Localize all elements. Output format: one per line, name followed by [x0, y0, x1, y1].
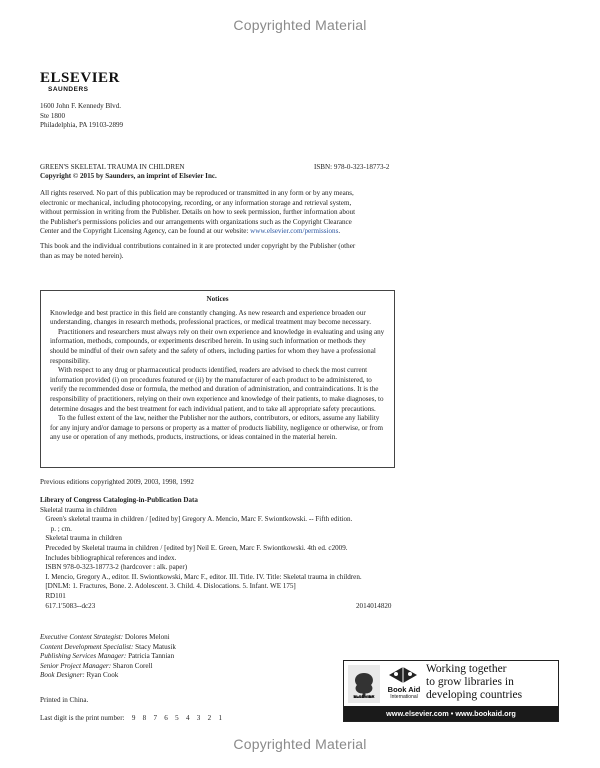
watermark-bottom: Copyrighted Material: [233, 736, 367, 752]
rights-line-suffix: .: [338, 227, 341, 236]
print-line: [40, 714, 227, 724]
publisher-logo: ELSEVIER: [40, 70, 120, 86]
print-line-label: Last digit is the print number:: [40, 714, 125, 722]
cip-line: Green's skeletal trauma in children / [edited by] Gregory A. Mencio, Marc F. Swiontkowski. -- Fifth edition.: [40, 515, 353, 524]
protected-line: than as may be noted herein).: [40, 251, 124, 260]
credit-name: Patricia Tannian: [126, 652, 175, 661]
slogan-line: developing countries: [426, 689, 523, 701]
elsevier-mini-label: ELSEVIER: [353, 694, 375, 699]
slogan-line: to grow libraries in: [426, 676, 514, 688]
printed-in: Printed in China.: [40, 696, 89, 704]
credits-block: [40, 633, 176, 681]
rights-line: the Publisher's permissions policies and our arrangements with organizations such as the Copyright Clearance: [40, 217, 352, 226]
imprint-logo: SAUNDERS: [48, 86, 89, 93]
credit-line: [40, 671, 176, 681]
publisher-address: [40, 102, 123, 131]
credit-role: Content Development Specialist:: [40, 642, 134, 651]
credit-role: Book Designer:: [40, 671, 85, 680]
address-line: Ste 1800: [40, 111, 66, 120]
notice-paragraph: Knowledge and best practice in this field are constantly changing. As new research and experience broaden our understanding, changes in research methods, professional practices, or medical treatment may become necessary.: [50, 308, 371, 327]
print-digit: 8: [142, 714, 147, 722]
credit-name: Dolores Meloni: [123, 633, 170, 641]
cip-block: [40, 496, 362, 611]
notices-title: Notices: [206, 295, 229, 303]
cip-line: 617.1'5083--dc23: [40, 601, 96, 610]
address-line: Philadelphia, PA 19103-2899: [40, 121, 124, 130]
print-digit: 2: [207, 714, 212, 722]
bookaid-slogan: [426, 663, 556, 702]
address-line: 1600 John F. Kennedy Blvd.: [40, 102, 122, 110]
protected-paragraph: [40, 242, 400, 261]
credit-role: Executive Content Strategist:: [40, 633, 124, 641]
bookaid-book-icon: [385, 665, 421, 685]
protected-line: This book and the individual contributions contained in it are protected under copyright by the Publisher (other: [40, 242, 356, 250]
copyright-line: Copyright © 2015 by Saunders, an imprint of Elsevier Inc.: [40, 172, 217, 180]
lccn-number: 2014014820: [356, 602, 392, 610]
cip-line: Skeletal trauma in children: [40, 505, 117, 514]
rights-line: All rights reserved. No part of this publication may be reproduced or transmitted in any form or by any means,: [40, 189, 354, 197]
rights-line-prefix: Center and the Copyright Licensing Agency, can be found at our website:: [40, 227, 251, 236]
credit-name: Stacy Matusik: [133, 642, 176, 651]
cip-line: Preceded by Skeletal trauma in children / [edited by] Neil E. Green, Marc F. Swiontkowski. 4th ed. c2009.: [40, 543, 348, 552]
cip-heading: Library of Congress Cataloging-in-Publication Data: [40, 496, 198, 504]
bookaid-banner-top: [344, 661, 558, 706]
print-digit: 7: [153, 714, 158, 722]
rights-line: [40, 227, 400, 237]
notices-box: [40, 290, 395, 468]
permissions-link[interactable]: www.elsevier.com/permissions: [250, 227, 339, 236]
cip-line: RD101: [40, 591, 66, 600]
bookaid-banner: [343, 660, 559, 722]
credit-name: Ryan Cook: [84, 671, 119, 680]
cip-line: ISBN 978-0-323-18773-2 (hardcover : alk. paper): [40, 563, 188, 572]
credit-role: Senior Project Manager:: [40, 661, 112, 670]
cip-line: p. ; cm.: [40, 524, 72, 533]
bookaid-logo-label: Book Aid: [387, 685, 421, 694]
book-isbn: ISBN: 978-0-323-18773-2: [314, 163, 390, 171]
credit-role: Publishing Services Manager:: [40, 652, 127, 661]
rights-paragraph: [40, 189, 400, 237]
credit-line: [40, 633, 176, 643]
bookaid-urls[interactable]: www.elsevier.com • www.bookaid.org: [344, 706, 558, 721]
print-digit: 9: [131, 714, 136, 722]
book-title: GREEN'S SKELETAL TRAUMA IN CHILDREN: [40, 163, 185, 171]
cip-line: Skeletal trauma in children: [40, 534, 122, 543]
notice-paragraph: To the fullest extent of the law, neither the Publisher nor the authors, contributors, or editors, assume any liability for any injury and/or damage to persons or property as a matter of products liability, negligence or otherwise, or from any use or operation of any methods, products, instructions, or ideas contained in the material herein.: [50, 414, 384, 442]
previous-editions: Previous editions copyrighted 2009, 2003, 1998, 1992: [40, 478, 194, 486]
print-digit: 5: [175, 714, 179, 722]
rights-line: electronic or mechanical, including photocopying, recording, or any information storage and retrieval system,: [40, 198, 352, 207]
print-digit: 1: [218, 714, 222, 722]
credit-line: [40, 643, 176, 653]
bookaid-logo-sub: International: [390, 694, 418, 700]
credit-line: [40, 652, 176, 662]
watermark-top: Copyrighted Material: [233, 17, 367, 33]
print-digit: 6: [164, 714, 168, 722]
print-digit: 3: [196, 714, 201, 722]
notice-paragraph: With respect to any drug or pharmaceutical products identified, readers are advised to check the most current information provided (i) on procedures featured or (ii) by the manufacturer of each product to be administered, to verify the recommended dose or formula, the method and duration of administration, and contraindications. It is the responsibility of practitioners, relying on their own experience and knowledge of their patients, to make diagnoses, to determine dosages and the best treatment for each individual patient, and to take all appropriate safety precautions.: [50, 366, 384, 413]
rights-line: without permission in writing from the Publisher. Details on how to seek permission, further information about: [40, 208, 356, 217]
cip-line: I. Mencio, Gregory A., editor. II. Swiontkowski, Marc F., editor. III. Title. IV. Title: Skeletal trauma in children.: [40, 572, 362, 581]
notice-paragraph: Practitioners and researchers must always rely on their own experience and knowledge in evaluating and using any information, methods, compounds, or experiments described herein. In using such information or methods they should be mindful of their own safety and the safety of others, including parties for whom they have a professional responsibility.: [50, 327, 385, 365]
print-digit: 4: [185, 714, 190, 722]
slogan-line: Working together: [426, 663, 507, 675]
credit-name: Sharon Corell: [111, 661, 153, 670]
cip-line: Includes bibliographical references and index.: [40, 553, 177, 562]
credit-line: [40, 662, 176, 672]
cip-line: [DNLM: 1. Fractures, Bone. 2. Adolescent. 3. Child. 4. Dislocations. 5. Infant. WE 175]: [40, 582, 296, 591]
